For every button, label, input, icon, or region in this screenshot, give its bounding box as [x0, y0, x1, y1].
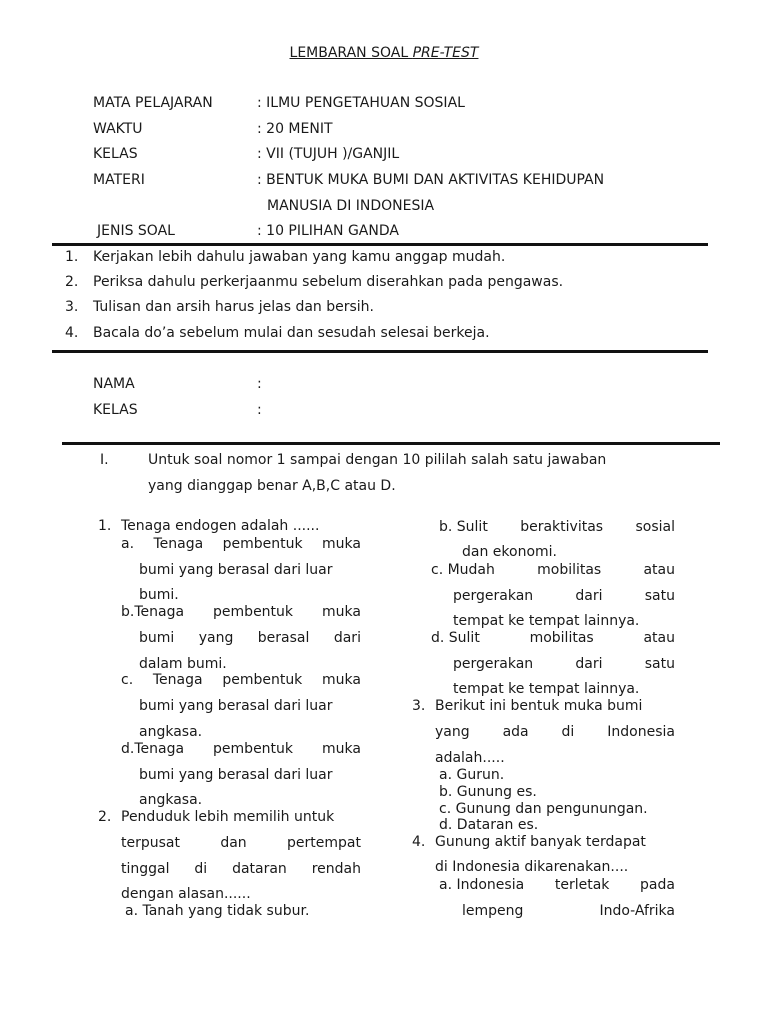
divider — [52, 350, 708, 353]
word: mobilitas — [529, 630, 594, 646]
word: Tenaga — [153, 536, 204, 552]
info-value: : VII (TUJUH )/GANJIL — [257, 146, 400, 162]
question-text: Gunung aktif banyak terdapat — [435, 834, 646, 850]
student-name-label: NAMA — [93, 376, 135, 392]
question-line — [121, 860, 361, 878]
option-line — [431, 629, 675, 647]
student-class-colon: : — [257, 402, 262, 418]
question-number: 1. — [98, 518, 112, 534]
word: sosial — [635, 519, 675, 535]
word: dataran — [232, 861, 287, 877]
word: pergerakan — [453, 588, 534, 604]
word: yang — [198, 630, 234, 646]
question-line: dengan alasan...... — [121, 886, 251, 902]
option-line — [453, 655, 675, 673]
list-item-number: 1. — [65, 249, 79, 265]
option-line — [462, 902, 675, 920]
word: dari — [575, 656, 603, 672]
info-value: : 10 PILIHAN GANDA — [257, 223, 399, 239]
word: Tenaga — [152, 672, 203, 688]
word: di — [194, 861, 208, 877]
option-line — [139, 629, 361, 647]
list-item: Tulisan dan arsih harus jelas dan bersih. — [93, 299, 374, 315]
option-line: dalam bumi. — [139, 656, 227, 672]
section-instruction: Untuk soal nomor 1 sampai dengan 10 pililah salah satu jawaban — [148, 452, 607, 468]
word: Indonesia — [607, 724, 675, 740]
word: dan — [220, 835, 247, 851]
word: satu — [644, 588, 675, 604]
word: pembentuk — [213, 741, 294, 757]
word: a. Indonesia — [439, 877, 525, 893]
divider — [52, 243, 708, 246]
divider — [62, 442, 720, 445]
word: bumi — [139, 630, 175, 646]
question-line — [121, 834, 361, 852]
question-text: Penduduk lebih memilih untuk — [121, 809, 335, 825]
question-text: Tenaga endogen adalah ...... — [121, 518, 320, 534]
word: terpusat — [121, 835, 180, 851]
word: atau — [643, 630, 675, 646]
info-value: : ILMU PENGETAHUAN SOSIAL — [257, 95, 465, 111]
option-line: tempat ke tempat lainnya. — [453, 681, 640, 697]
info-label: MATA PELAJARAN — [93, 95, 213, 111]
word: c. Mudah — [431, 562, 495, 578]
option-line: dan ekonomi. — [462, 544, 557, 560]
list-item: Periksa dahulu perkerjaanmu sebelum diserahkan pada pengawas. — [93, 274, 564, 290]
option-line — [439, 876, 675, 894]
option-line: angkasa. — [139, 792, 203, 808]
info-label: MATERI — [93, 172, 145, 188]
word: dari — [333, 630, 361, 646]
word: muka — [322, 741, 361, 757]
list-item: Bacala do’a sebelum mulai dan sesudah selesai berkeja. — [93, 325, 490, 341]
option-line — [121, 740, 361, 758]
student-name-colon: : — [257, 376, 262, 392]
word: satu — [644, 656, 675, 672]
list-item-number: 4. — [65, 325, 79, 341]
student-class-label: KELAS — [93, 402, 138, 418]
word: atau — [643, 562, 675, 578]
option-line: angkasa. — [139, 724, 203, 740]
section-number: I. — [100, 452, 109, 468]
option-line: bumi yang berasal dari luar — [139, 698, 333, 714]
info-value: : BENTUK MUKA BUMI DAN AKTIVITAS KEHIDUPAN — [257, 172, 605, 188]
question-line — [435, 723, 675, 741]
word: tinggal — [121, 861, 170, 877]
word: c. — [121, 672, 134, 688]
option-line: c. Gunung dan pengunungan. — [439, 801, 648, 817]
option-line: b. Gunung es. — [439, 784, 537, 800]
word: pada — [640, 877, 675, 893]
info-value: : 20 MENIT — [257, 121, 333, 137]
word: terletak — [554, 877, 610, 893]
word: muka — [322, 604, 361, 620]
option-line: bumi yang berasal dari luar — [139, 562, 333, 578]
info-label: KELAS — [93, 146, 138, 162]
word: ada — [502, 724, 529, 740]
option-line — [121, 603, 361, 621]
list-item: Kerjakan lebih dahulu jawaban yang kamu anggap mudah. — [93, 249, 506, 265]
option-line: a. Gurun. — [439, 767, 505, 783]
info-label: JENIS SOAL — [97, 223, 175, 239]
question-number: 2. — [98, 809, 112, 825]
word: pembentuk — [222, 536, 303, 552]
option-line: a. Tanah yang tidak subur. — [125, 903, 310, 919]
word: d. Sulit — [431, 630, 480, 646]
word: Indo-Afrika — [599, 903, 675, 919]
list-item-number: 3. — [65, 299, 79, 315]
word: b. Sulit — [439, 519, 488, 535]
option-line — [431, 561, 675, 579]
word: pertempat — [287, 835, 361, 851]
word: pembentuk — [222, 672, 303, 688]
word: beraktivitas — [520, 519, 604, 535]
option-line — [439, 518, 675, 536]
word: rendah — [311, 861, 361, 877]
question-line: adalah..... — [435, 750, 505, 766]
question-text: Berikut ini bentuk muka bumi — [435, 698, 643, 714]
question-number: 4. — [412, 834, 426, 850]
word: yang — [435, 724, 470, 740]
page-title: LEMBARAN SOAL PRE-TEST — [289, 45, 479, 61]
word: lempeng — [462, 903, 524, 919]
word: muka — [322, 536, 361, 552]
question-number: 3. — [412, 698, 426, 714]
word: pergerakan — [453, 656, 534, 672]
word: a. — [121, 536, 135, 552]
word: b.Tenaga — [121, 604, 185, 620]
option-line — [121, 535, 361, 553]
question-line: di Indonesia dikarenakan.... — [435, 859, 629, 875]
word: d.Tenaga — [121, 741, 185, 757]
word: di — [561, 724, 575, 740]
info-value: MANUSIA DI INDONESIA — [267, 198, 435, 214]
option-line — [121, 671, 361, 689]
word: mobilitas — [537, 562, 602, 578]
option-line — [453, 587, 675, 605]
word: dari — [575, 588, 603, 604]
option-line: d. Dataran es. — [439, 817, 539, 833]
word: berasal — [257, 630, 310, 646]
info-label: WAKTU — [93, 121, 143, 137]
option-line: tempat ke tempat lainnya. — [453, 613, 640, 629]
list-item-number: 2. — [65, 274, 79, 290]
word: pembentuk — [213, 604, 294, 620]
option-line: bumi yang berasal dari luar — [139, 767, 333, 783]
option-line: bumi. — [139, 587, 179, 603]
section-instruction: yang dianggap benar A,B,C atau D. — [148, 478, 396, 494]
word: muka — [322, 672, 361, 688]
